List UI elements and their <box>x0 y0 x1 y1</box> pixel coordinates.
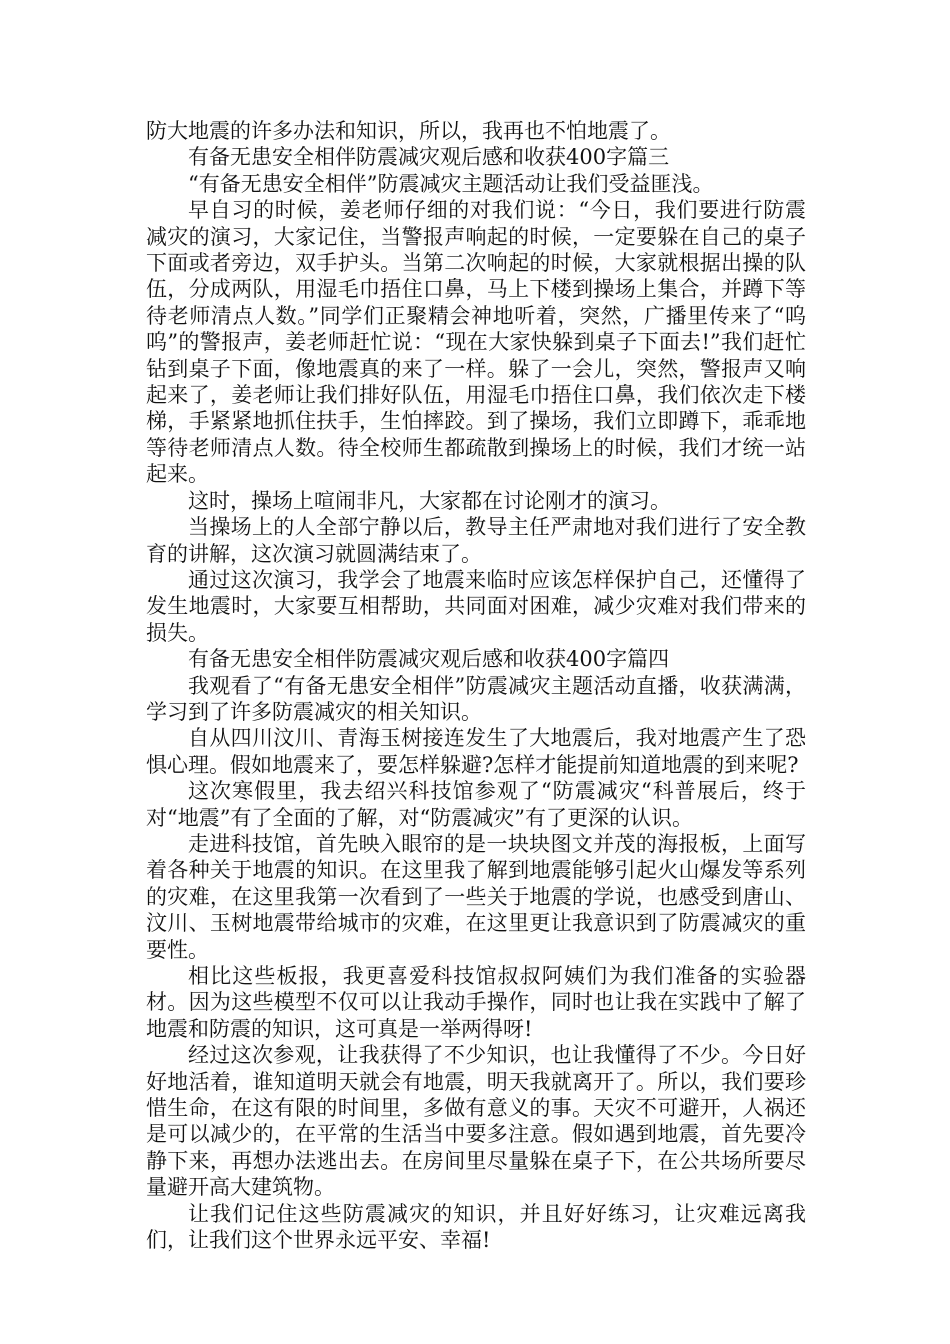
paragraph: 走进科技馆，首先映入眼帘的是一块块图文并茂的海报板，上面写着各种关于地震的知识。在这里我了解到地震能够引起火山爆发等系列的灾难，在这里我第一次看到了一些关于地震的学说，也感受到唐山、汶川、玉树地震带给城市的灾难，在这里更让我意识到了防震减灾的重要性。 <box>146 831 806 962</box>
paragraph: 相比这些板报，我更喜爱科技馆叔叔阿姨们为我们准备的实验器材。因为这些模型不仅可以让我动手操作，同时也让我在实践中了解了地震和防震的知识，这可真是一举两得呀! <box>146 964 806 1041</box>
paragraph: “有备无患安全相伴”防震减灾主题活动让我们受益匪浅。 <box>188 171 714 196</box>
paragraph: 经过这次参观，让我获得了不少知识，也让我懂得了不少。今日好好地活着，谁知道明天就会有地震，明天我就离开了。所以，我们要珍惜生命，在这有限的时间里，多做有意义的事。天灾不可避开，人祸还是可以减少的，在平常的生活当中要多注意。假如遇到地震，首先要冷静下来，再想办法逃出去。在房间里尽量躲在桌子下，在公共场所要尽量避开高大建筑物。 <box>146 1043 806 1200</box>
paragraph: 这时，操场上喧闹非凡，大家都在讨论刚才的演习。 <box>188 488 671 513</box>
paragraph: 自从四川汶川、青海玉树接连发生了大地震后，我对地震产生了恐惧心理。假如地震来了，要怎样躲避?怎样才能提前知道地震的到来呢? <box>146 726 806 777</box>
paragraph: 这次寒假里，我去绍兴科技馆参观了“防震减灾“科普展后，终于对“地震”有了全面的了解，对“防震减灾”有了更深的认识。 <box>146 779 806 830</box>
paragraph: 我观看了“有备无患安全相伴”防震减灾主题活动直播，收获满满，学习到了许多防震减灾的相关知识。 <box>146 673 806 724</box>
section-heading-part-four: 有备无患安全相伴防震减灾观后感和收获400字篇四 <box>188 647 670 672</box>
section-heading-part-three: 有备无患安全相伴防震减灾观后感和收获400字篇三 <box>188 145 670 170</box>
paragraph-continuation: 防大地震的许多办法和知识，所以，我再也不怕地震了。 <box>146 119 671 143</box>
paragraph: 通过这次演习，我学会了地震来临时应该怎样保护自己，还懂得了发生地震时，大家要互相帮助，共同面对困难，减少灾难对我们带来的损失。 <box>146 567 806 645</box>
document-body <box>146 118 806 1253</box>
paragraph: 当操场上的人全部宁静以后，教导主任严肃地对我们进行了安全教育的讲解，这次演习就圆满结束了。 <box>146 515 806 566</box>
paragraph: 早自习的时候，姜老师仔细的对我们说：“今日，我们要进行防震减灾的演习，大家记住，当警报声响起的时候，一定要躲在自己的桌子下面或者旁边，双手护头。当第二次响起的时候，大家就根据出操的队伍，分成两队，用湿毛巾捂住口鼻，马上下楼到操场上集合，并蹲下等待老师清点人数。”同学们正聚精会神地听着，突然，广播里传来了“呜呜”的警报声，姜老师赶忙说：“现在大家快躲到桌子下面去!”我们赶忙钻到桌子下面，像地震真的来了一样。躲了一会儿，突然，警报声又响起来了，姜老师让我们排好队伍，用湿毛巾捂住口鼻，我们依次走下楼梯，手紧紧地抓住扶手，生怕摔跤。到了操场，我们立即蹲下，乖乖地等待老师清点人数。待全校师生都疏散到操场上的时候，我们才统一站起来。 <box>146 198 806 487</box>
paragraph: 让我们记住这些防震减灾的知识，并且好好练习，让灾难远离我们，让我们这个世界永远平安、幸福! <box>146 1201 806 1253</box>
